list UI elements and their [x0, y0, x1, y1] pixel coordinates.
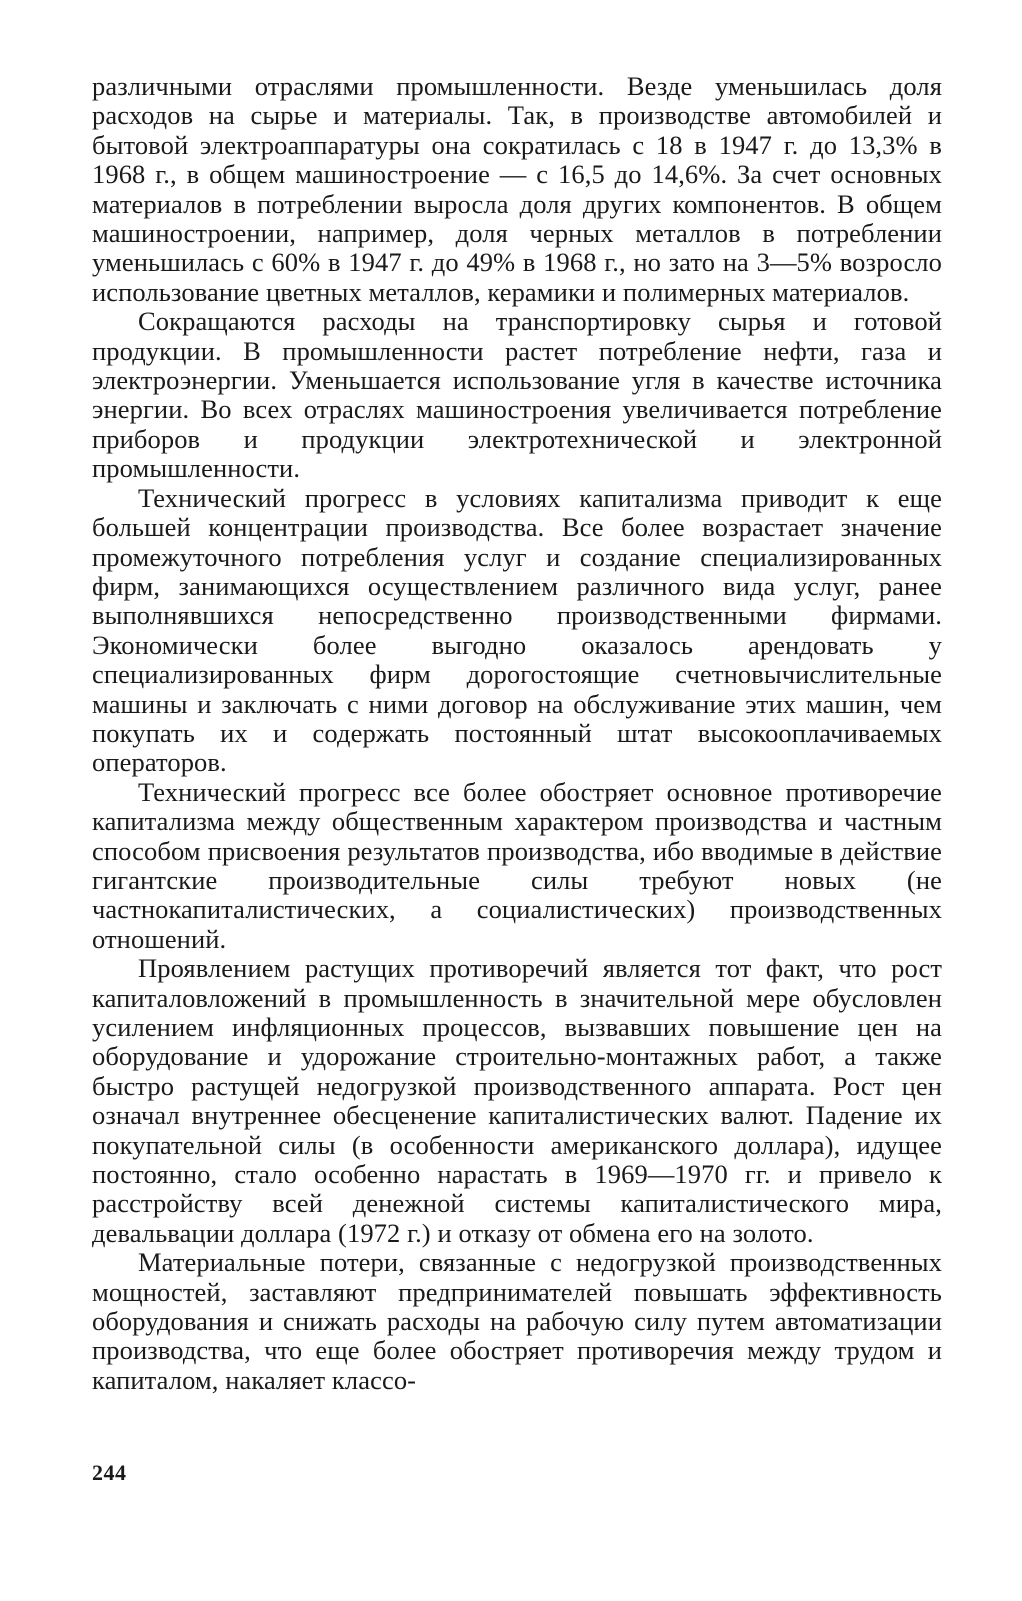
page-number: 244: [92, 1460, 127, 1485]
paragraph-6: Материальные потери, связанные с недогрузкой производственных мощностей, заставляют предпринимателей повышать эффективность оборудования и снижать расходы на рабочую силу путем автоматизации производства, что еще более обостряет противоречия между трудом и капиталом, накаляет классо-: [92, 1247, 942, 1395]
paragraph-5: Проявлением растущих противоречий является тот факт, что рост капиталовложений в промышленность в значительной мере обусловлен усилением инфляционных процессов, вызвавших повышение цен на оборудование и удорожание строительно-монтажных работ, а также быстро растущей недогрузкой производственного аппарата. Рост цен означал внутреннее обесценение капиталистических валют. Падение их покупательной силы (в особенности американского доллара), идущее постоянно, стало особенно нарастать в 1969—1970 гг. и привело к расстройству всей денежной системы капиталистического мира, девальвации доллара (1972 г.) и отказу от обмена его на золото.: [92, 953, 942, 1248]
paragraph-2: Сокращаются расходы на транспортировку сырья и готовой продукции. В промышленности растет потребление нефти, газа и электроэнергии. Уменьшается использование угля в качестве источника энергии. Во всех отраслях машиностроения увеличивается потребление приборов и продукции электротехнической и электронной промышленности.: [92, 306, 942, 484]
paragraph-3: Технический прогресс в условиях капитализма приводит к еще большей концентрации производства. Все более возрастает значение промежуточного потребления услуг и создание специализированных фирм, занимающихся осуществлением различного вида услуг, ранее выполнявшихся непосредственно производственными фирмами. Экономически более выгодно оказалось арендовать у специализированных фирм дорогостоящие счетновычислительные машины и заключать с ними договор на обслуживание этих машин, чем покупать их и содержать постоянный штат высокооплачиваемых операторов.: [92, 482, 942, 778]
paragraph-1: различными отраслями промышленности. Везде уменьшилась доля расходов на сырье и материалы. Так, в производстве автомобилей и бытовой электроаппаратуры она сократилась с 18 в 1947 г. до 13,3% в 1968 г., в общем машиностроение — с 16,5 до 14,6%. За счет основных материалов в потреблении выросла доля других компонентов. В общем машиностроении, например, доля черных металлов в потреблении уменьшилась с 60% в 1947 г. до 49% в 1968 г., но зато на 3—5% возросло использование цветных металлов, керамики и полимерных материалов.: [92, 71, 942, 307]
body-text: [92, 72, 942, 1395]
book-page: [92, 72, 942, 1572]
paragraph-4: Технический прогресс все более обостряет основное противоречие капитализма между общественным характером производства и частным способом присвоения результатов производства, ибо вводимые в действие гигантские производительные силы требуют новых (не частнокапиталистических, а социалистических) производственных отношений.: [92, 776, 942, 954]
